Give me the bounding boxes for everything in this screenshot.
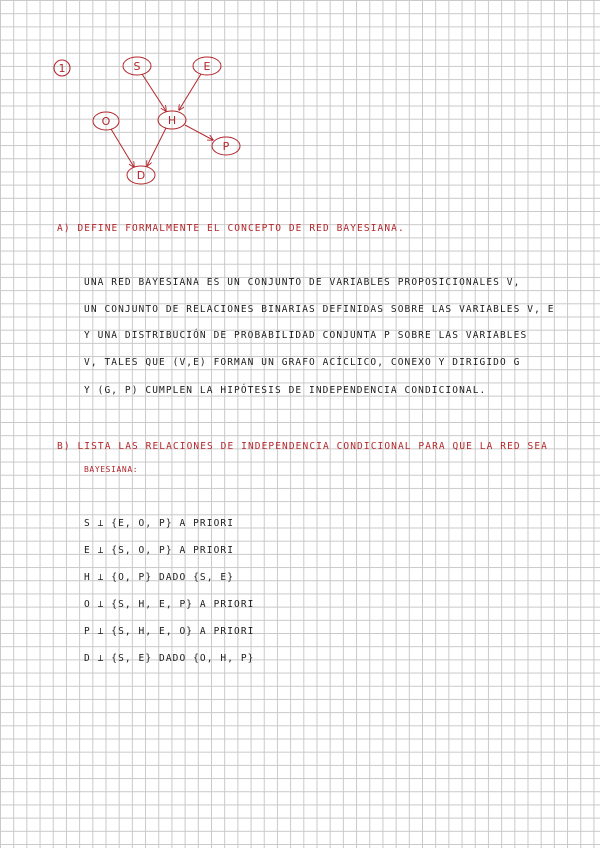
exercise-number: 1 [58, 62, 66, 75]
edge-o-d [111, 129, 134, 167]
node-s [123, 57, 151, 75]
answer-a-line-3: Y UNA DISTRIBUCIÓN DE PROBABILIDAD CONJUNTA P SOBRE LAS VARIABLES [84, 330, 528, 341]
relation-s: S ⊥ {E, O, P} A PRIORI [84, 518, 235, 529]
question-a: A) DEFINE FORMALMENTE EL CONCEPTO DE RED BAYESIANA. [57, 223, 405, 234]
answer-a-line-5: Y (G, P) CUMPLEN LA HIPÓTESIS DE INDEPENDENCIA CONDICIONAL. [84, 385, 487, 396]
node-o [93, 112, 119, 130]
node-d [127, 166, 155, 184]
node-e [193, 57, 221, 75]
edge-e-h [179, 74, 201, 110]
edge-h-p [185, 125, 213, 140]
node-o-label: O [101, 115, 111, 128]
edge-s-h [142, 74, 166, 111]
node-h [158, 111, 186, 129]
relation-h: H ⊥ {O, P} DADO {S, E} [84, 572, 235, 583]
answer-a-line-1: UNA RED BAYESIANA ES UN CONJUNTO DE VARIABLES PROPOSICIONALES V, [84, 277, 521, 288]
node-e-label: E [203, 60, 211, 73]
answer-a-line-4: V, TALES QUE (V,E) FORMAN UN GRAFO ACÍCLICO, CONEXO Y DIRIGIDO G [84, 357, 521, 368]
edge-h-d [147, 128, 166, 166]
question-b-line-2: BAYESIANA: [84, 465, 139, 474]
node-d-label: D [136, 169, 146, 182]
bayesian-network-diagram [0, 0, 600, 200]
node-p [212, 137, 240, 155]
relation-e: E ⊥ {S, O, P} A PRIORI [84, 545, 235, 556]
relation-d: D ⊥ {S, E} DADO {O, H, P} [84, 653, 255, 664]
exercise-number-badge [54, 60, 70, 76]
node-h-label: H [167, 114, 177, 127]
relation-o: O ⊥ {S, H, E, P} A PRIORI [84, 599, 255, 610]
relation-p: P ⊥ {S, H, E, O} A PRIORI [84, 626, 255, 637]
node-p-label: P [222, 140, 230, 153]
node-s-label: S [133, 60, 141, 73]
answer-a-line-2: UN CONJUNTO DE RELACIONES BINARIAS DEFINIDAS SOBRE LAS VARIABLES V, E [84, 304, 555, 315]
question-b-line-1: B) LISTA LAS RELACIONES DE INDEPENDENCIA CONDICIONAL PARA QUE LA RED SEA [57, 441, 549, 452]
